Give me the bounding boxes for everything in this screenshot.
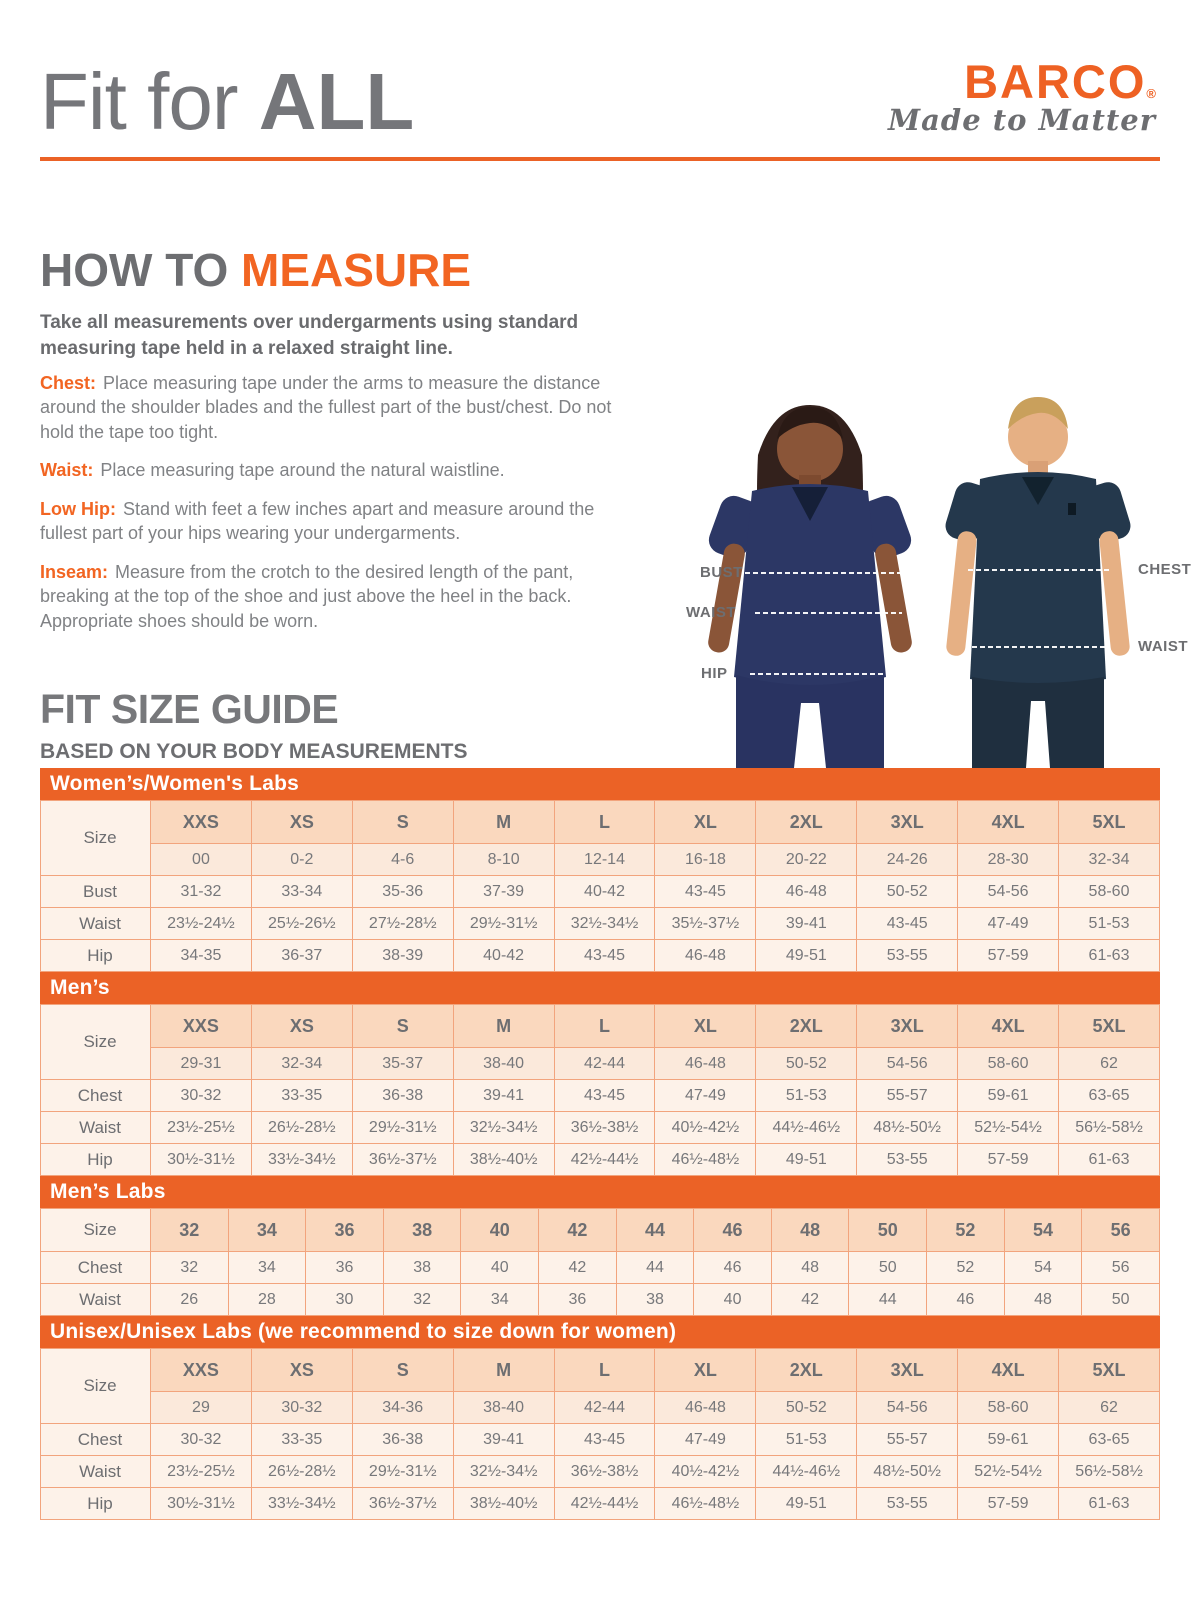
measurement-cell: 54-56 (958, 876, 1059, 908)
measurement-cell: 30½-31½ (151, 1144, 252, 1176)
size-header-row (41, 1005, 1160, 1048)
measure-text: Place measuring tape around the natural waistline. (100, 460, 505, 481)
size-number-cell: 42-44 (554, 1048, 655, 1080)
measurement-cell: 36½-37½ (352, 1144, 453, 1176)
size-number-cell: 28-30 (958, 844, 1059, 876)
measure-text: Measure from the crotch to the desired length of the pant, breaking at the top of the shoe and just above the heel in the back. Appropriate shoes should be worn. (40, 561, 574, 631)
size-name-cell: 50 (849, 1209, 927, 1252)
measurement-cell: 38½-40½ (453, 1488, 554, 1520)
measurement-cell: 53-55 (857, 1144, 958, 1176)
measurement-cell: 50-52 (857, 876, 958, 908)
measurement-cell: 36½-37½ (352, 1488, 453, 1520)
measurement-cell: 63-65 (1059, 1080, 1160, 1112)
size-number-row (41, 1048, 1160, 1080)
fit-size-guide-subheading: BASED ON YOUR BODY MEASUREMENTS (40, 740, 468, 763)
measurement-cell: 57-59 (958, 940, 1059, 972)
row-label-cell: Waist (41, 1456, 151, 1488)
size-label-cell: Size (41, 801, 151, 876)
measurement-cell: 58-60 (1059, 876, 1160, 908)
measurement-cell: 46-48 (655, 940, 756, 972)
table-title-bar: Men’s (40, 972, 1160, 1004)
row-label-cell: Chest (41, 1080, 151, 1112)
page-title (40, 57, 415, 146)
measurement-cell: 43-45 (857, 908, 958, 940)
measure-text: Place measuring tape under the arms to measure the distance around the shoulder blades and the fullest part of the bust/chest. Do not hold the tape too tight. (40, 373, 612, 442)
size-number-cell: 50-52 (756, 1392, 857, 1424)
measurement-cell: 44½-46½ (756, 1456, 857, 1488)
size-number-cell: 54-56 (857, 1048, 958, 1080)
measurement-cell: 56 (1082, 1252, 1160, 1284)
measurement-cell: 36½-38½ (554, 1112, 655, 1144)
measurement-cell: 49-51 (756, 1488, 857, 1520)
size-name-cell: 36 (306, 1209, 384, 1252)
size-name-cell: XXS (151, 801, 252, 844)
measurement-cell: 33-35 (251, 1424, 352, 1456)
size-table-mens-labs (40, 1176, 1160, 1316)
size-number-cell: 30-32 (251, 1392, 352, 1424)
measurement-cell: 52 (927, 1252, 1005, 1284)
heading-orange-part: MEASURE (241, 244, 472, 296)
size-number-cell: 20-22 (756, 844, 857, 876)
size-name-cell: 2XL (756, 1005, 857, 1048)
measurement-cell: 43-45 (554, 1424, 655, 1456)
measurement-cell: 23½-25½ (151, 1112, 252, 1144)
size-label-cell: Size (41, 1349, 151, 1424)
measurement-cell: 59-61 (958, 1424, 1059, 1456)
size-name-cell: 46 (694, 1209, 772, 1252)
measure-item (40, 560, 632, 633)
size-name-cell: XS (251, 1349, 352, 1392)
chest-label: CHEST (1138, 561, 1192, 578)
measurement-cell: 40 (461, 1252, 539, 1284)
measurement-cell: 40 (694, 1284, 772, 1316)
bust-label: BUST (700, 564, 743, 581)
size-name-cell: 5XL (1059, 801, 1160, 844)
male-model (942, 397, 1133, 768)
measurement-cell: 38 (383, 1252, 461, 1284)
size-name-cell: 3XL (857, 1349, 958, 1392)
measurement-cell: 51-53 (756, 1080, 857, 1112)
measurement-cell: 23½-25½ (151, 1456, 252, 1488)
size-name-cell: S (352, 1349, 453, 1392)
measurement-cell: 50 (849, 1252, 927, 1284)
measurement-cell: 42 (771, 1284, 849, 1316)
size-name-cell: 4XL (958, 801, 1059, 844)
measurement-cell: 36-37 (251, 940, 352, 972)
size-name-cell: L (554, 1005, 655, 1048)
size-number-cell: 58-60 (958, 1392, 1059, 1424)
measurement-cell: 55-57 (857, 1424, 958, 1456)
models-photo (650, 385, 1200, 768)
size-number-cell: 38-40 (453, 1048, 554, 1080)
measurement-cell: 40½-42½ (655, 1456, 756, 1488)
size-number-cell: 32-34 (1059, 844, 1160, 876)
size-number-cell: 29-31 (151, 1048, 252, 1080)
page-title-light: Fit for (40, 57, 259, 146)
measurement-cell: 29½-31½ (453, 908, 554, 940)
measurement-cell: 32½-34½ (453, 1456, 554, 1488)
measurement-cell: 34 (461, 1284, 539, 1316)
size-name-cell: XL (655, 801, 756, 844)
measurement-cell: 32½-34½ (554, 908, 655, 940)
measurement-cell: 47-49 (958, 908, 1059, 940)
size-number-row (41, 1392, 1160, 1424)
size-number-cell: 50-52 (756, 1048, 857, 1080)
measurement-cell: 33½-34½ (251, 1144, 352, 1176)
size-name-cell: XS (251, 801, 352, 844)
size-label-cell: Size (41, 1005, 151, 1080)
measurement-cell: 33-34 (251, 876, 352, 908)
row-label-cell: Waist (41, 1284, 151, 1316)
measurement-cell: 36½-38½ (554, 1456, 655, 1488)
measurement-cell: 59-61 (958, 1080, 1059, 1112)
size-table (40, 1208, 1160, 1316)
table-row (41, 1284, 1160, 1316)
measurement-cell: 32 (151, 1252, 229, 1284)
size-number-cell: 42-44 (554, 1392, 655, 1424)
measurement-cell: 38-39 (352, 940, 453, 972)
size-number-cell: 38-40 (453, 1392, 554, 1424)
size-number-cell: 46-48 (655, 1392, 756, 1424)
measurement-cell: 33½-34½ (251, 1488, 352, 1520)
measurement-cell: 53-55 (857, 940, 958, 972)
measure-text: Stand with feet a few inches apart and measure around the fullest part of your hips wearing your undergarments. (40, 498, 595, 544)
size-name-cell: M (453, 801, 554, 844)
header-divider (40, 157, 1160, 161)
size-number-cell: 24-26 (857, 844, 958, 876)
measurement-cell: 34 (228, 1252, 306, 1284)
size-header-row (41, 801, 1160, 844)
measure-item (40, 458, 632, 482)
female-model (705, 405, 915, 768)
size-header-row (41, 1209, 1160, 1252)
measurement-cell: 61-63 (1059, 940, 1160, 972)
size-label-cell: Size (41, 1209, 151, 1252)
measurement-cell: 56½-58½ (1059, 1112, 1160, 1144)
measurement-cell: 57-59 (958, 1144, 1059, 1176)
size-name-cell: 4XL (958, 1349, 1059, 1392)
size-header-row (41, 1349, 1160, 1392)
size-name-cell: L (554, 801, 655, 844)
how-to-measure-heading (40, 244, 472, 296)
size-name-cell: XL (655, 1349, 756, 1392)
measurement-cell: 35½-37½ (655, 908, 756, 940)
size-number-cell: 46-48 (655, 1048, 756, 1080)
measurement-cell: 46-48 (756, 876, 857, 908)
size-table-mens (40, 972, 1160, 1176)
measurement-cell: 44 (849, 1284, 927, 1316)
measurement-cell: 56½-58½ (1059, 1456, 1160, 1488)
barco-logo (888, 55, 1156, 137)
measurement-cell: 46 (694, 1252, 772, 1284)
measurement-cell: 33-35 (251, 1080, 352, 1112)
measurement-cell: 26½-28½ (251, 1112, 352, 1144)
measurement-cell: 61-63 (1059, 1144, 1160, 1176)
size-name-cell: 38 (383, 1209, 461, 1252)
row-label-cell: Hip (41, 940, 151, 972)
size-name-cell: S (352, 801, 453, 844)
measurement-cell: 23½-24½ (151, 908, 252, 940)
size-tables (40, 768, 1160, 1520)
heading-gray-part: HOW TO (40, 244, 242, 296)
size-name-cell: XXS (151, 1349, 252, 1392)
measurement-cell: 30-32 (151, 1080, 252, 1112)
measurement-cell: 54 (1004, 1252, 1082, 1284)
size-name-cell: XS (251, 1005, 352, 1048)
size-name-cell: 54 (1004, 1209, 1082, 1252)
measurement-cell: 48½-50½ (857, 1456, 958, 1488)
measurement-cell: 29½-31½ (352, 1456, 453, 1488)
size-name-cell: 3XL (857, 801, 958, 844)
measurement-cell: 48 (771, 1252, 849, 1284)
measurement-cell: 39-41 (453, 1424, 554, 1456)
row-label-cell: Chest (41, 1252, 151, 1284)
size-number-cell: 62 (1059, 1048, 1160, 1080)
size-name-cell: 42 (539, 1209, 617, 1252)
table-row (41, 1424, 1160, 1456)
size-number-row (41, 844, 1160, 876)
measure-item (40, 371, 632, 444)
size-number-cell: 0-2 (251, 844, 352, 876)
size-number-cell: 00 (151, 844, 252, 876)
measurement-cell: 36-38 (352, 1080, 453, 1112)
measurement-cell: 48½-50½ (857, 1112, 958, 1144)
row-label-cell: Hip (41, 1488, 151, 1520)
row-label-cell: Waist (41, 1112, 151, 1144)
size-number-cell: 58-60 (958, 1048, 1059, 1080)
size-name-cell: 5XL (1059, 1005, 1160, 1048)
measurement-cell: 38 (616, 1284, 694, 1316)
measurement-cell: 31-32 (151, 876, 252, 908)
size-name-cell: 40 (461, 1209, 539, 1252)
measurement-cell: 48 (1004, 1284, 1082, 1316)
size-number-cell: 16-18 (655, 844, 756, 876)
measurement-cell: 28 (228, 1284, 306, 1316)
measurement-cell: 29½-31½ (352, 1112, 453, 1144)
measurement-cell: 27½-28½ (352, 908, 453, 940)
measurement-cell: 63-65 (1059, 1424, 1160, 1456)
measurement-cell: 46½-48½ (655, 1488, 756, 1520)
measurement-cell: 47-49 (655, 1424, 756, 1456)
measurement-cell: 38½-40½ (453, 1144, 554, 1176)
measurement-cell: 32½-34½ (453, 1112, 554, 1144)
size-table-unisex (40, 1316, 1160, 1520)
measure-term: Low Hip: (40, 498, 116, 519)
size-name-cell: 3XL (857, 1005, 958, 1048)
measurement-cell: 32 (383, 1284, 461, 1316)
size-number-cell: 29 (151, 1392, 252, 1424)
measurement-cell: 42½-44½ (554, 1144, 655, 1176)
size-name-cell: 2XL (756, 1349, 857, 1392)
registered-trademark-icon: ® (1146, 86, 1156, 101)
size-name-cell: 44 (616, 1209, 694, 1252)
measurement-cell: 44 (616, 1252, 694, 1284)
measurement-cell: 61-63 (1059, 1488, 1160, 1520)
page-title-bold: ALL (258, 57, 415, 146)
measure-term: Waist: (40, 460, 94, 481)
table-title-bar: Women’s/Women's Labs (40, 768, 1160, 800)
row-label-cell: Waist (41, 908, 151, 940)
size-table (40, 1004, 1160, 1176)
table-title-bar: Unisex/Unisex Labs (we recommend to size down for women) (40, 1316, 1160, 1348)
measurement-cell: 43-45 (554, 940, 655, 972)
measurement-cell: 52½-54½ (958, 1112, 1059, 1144)
size-table (40, 800, 1160, 972)
measure-instructions (40, 371, 632, 647)
measurement-cell: 46½-48½ (655, 1144, 756, 1176)
measurement-cell: 43-45 (554, 1080, 655, 1112)
table-row (41, 1112, 1160, 1144)
measurement-cell: 36 (306, 1252, 384, 1284)
measurement-cell: 39-41 (756, 908, 857, 940)
measurement-cell: 42 (539, 1252, 617, 1284)
row-label-cell: Bust (41, 876, 151, 908)
table-row (41, 1488, 1160, 1520)
size-number-cell: 32-34 (251, 1048, 352, 1080)
table-row (41, 876, 1160, 908)
row-label-cell: Chest (41, 1424, 151, 1456)
size-name-cell: XXS (151, 1005, 252, 1048)
measurement-cell: 50 (1082, 1284, 1160, 1316)
size-name-cell: 34 (228, 1209, 306, 1252)
measurement-cell: 40-42 (554, 876, 655, 908)
size-name-cell: M (453, 1005, 554, 1048)
measurement-cell: 46 (927, 1284, 1005, 1316)
size-table-womens (40, 768, 1160, 972)
size-name-cell: 4XL (958, 1005, 1059, 1048)
size-number-cell: 12-14 (554, 844, 655, 876)
size-name-cell: M (453, 1349, 554, 1392)
size-number-cell: 34-36 (352, 1392, 453, 1424)
measurement-cell: 30 (306, 1284, 384, 1316)
measurement-cell: 57-59 (958, 1488, 1059, 1520)
size-number-cell: 35-37 (352, 1048, 453, 1080)
size-name-cell: XL (655, 1005, 756, 1048)
measurement-cell: 55-57 (857, 1080, 958, 1112)
measurement-cell: 40-42 (453, 940, 554, 972)
measurement-cell: 26½-28½ (251, 1456, 352, 1488)
size-name-cell: 56 (1082, 1209, 1160, 1252)
size-number-cell: 4-6 (352, 844, 453, 876)
size-number-cell: 54-56 (857, 1392, 958, 1424)
waist-label-male: WAIST (1138, 638, 1188, 655)
measurement-cell: 47-49 (655, 1080, 756, 1112)
table-title-bar: Men’s Labs (40, 1176, 1160, 1208)
size-table (40, 1348, 1160, 1520)
measurement-cell: 34-35 (151, 940, 252, 972)
measurement-cell: 36 (539, 1284, 617, 1316)
measurement-cell: 44½-46½ (756, 1112, 857, 1144)
waist-label: WAIST (686, 604, 736, 621)
measurement-cell: 53-55 (857, 1488, 958, 1520)
measurement-cell: 26 (151, 1284, 229, 1316)
measurement-cell: 49-51 (756, 940, 857, 972)
measurement-cell: 42½-44½ (554, 1488, 655, 1520)
measure-term: Inseam: (40, 561, 109, 582)
measurement-cell: 49-51 (756, 1144, 857, 1176)
measure-item (40, 497, 632, 546)
measurement-cell: 30½-31½ (151, 1488, 252, 1520)
table-row (41, 940, 1160, 972)
measurement-cell: 51-53 (1059, 908, 1160, 940)
measurement-cell: 51-53 (756, 1424, 857, 1456)
size-name-cell: 52 (927, 1209, 1005, 1252)
measurement-cell: 25½-26½ (251, 908, 352, 940)
measurement-cell: 30-32 (151, 1424, 252, 1456)
size-name-cell: L (554, 1349, 655, 1392)
hip-label: HIP (701, 665, 728, 682)
measure-intro: Take all measurements over undergarments using standard measuring tape held in a relaxed straight line. (40, 312, 579, 359)
measurement-cell: 35-36 (352, 876, 453, 908)
size-number-cell: 62 (1059, 1392, 1160, 1424)
measurement-cell: 37-39 (453, 876, 554, 908)
size-name-cell: 5XL (1059, 1349, 1160, 1392)
size-name-cell: 32 (151, 1209, 229, 1252)
measurement-cell: 43-45 (655, 876, 756, 908)
measurement-cell: 52½-54½ (958, 1456, 1059, 1488)
table-row (41, 908, 1160, 940)
brand-tagline: Made to Matter (888, 103, 1156, 137)
fit-size-guide-heading: FIT SIZE GUIDE (40, 686, 339, 732)
table-row (41, 1080, 1160, 1112)
table-row (41, 1144, 1160, 1176)
table-row (41, 1252, 1160, 1284)
measurement-cell: 36-38 (352, 1424, 453, 1456)
size-name-cell: S (352, 1005, 453, 1048)
size-name-cell: 48 (771, 1209, 849, 1252)
measurement-cell: 40½-42½ (655, 1112, 756, 1144)
row-label-cell: Hip (41, 1144, 151, 1176)
size-number-cell: 8-10 (453, 844, 554, 876)
size-name-cell: 2XL (756, 801, 857, 844)
measurement-cell: 39-41 (453, 1080, 554, 1112)
brand-wordmark: BARCO (964, 55, 1147, 108)
table-row (41, 1456, 1160, 1488)
measure-term: Chest: (40, 373, 97, 393)
